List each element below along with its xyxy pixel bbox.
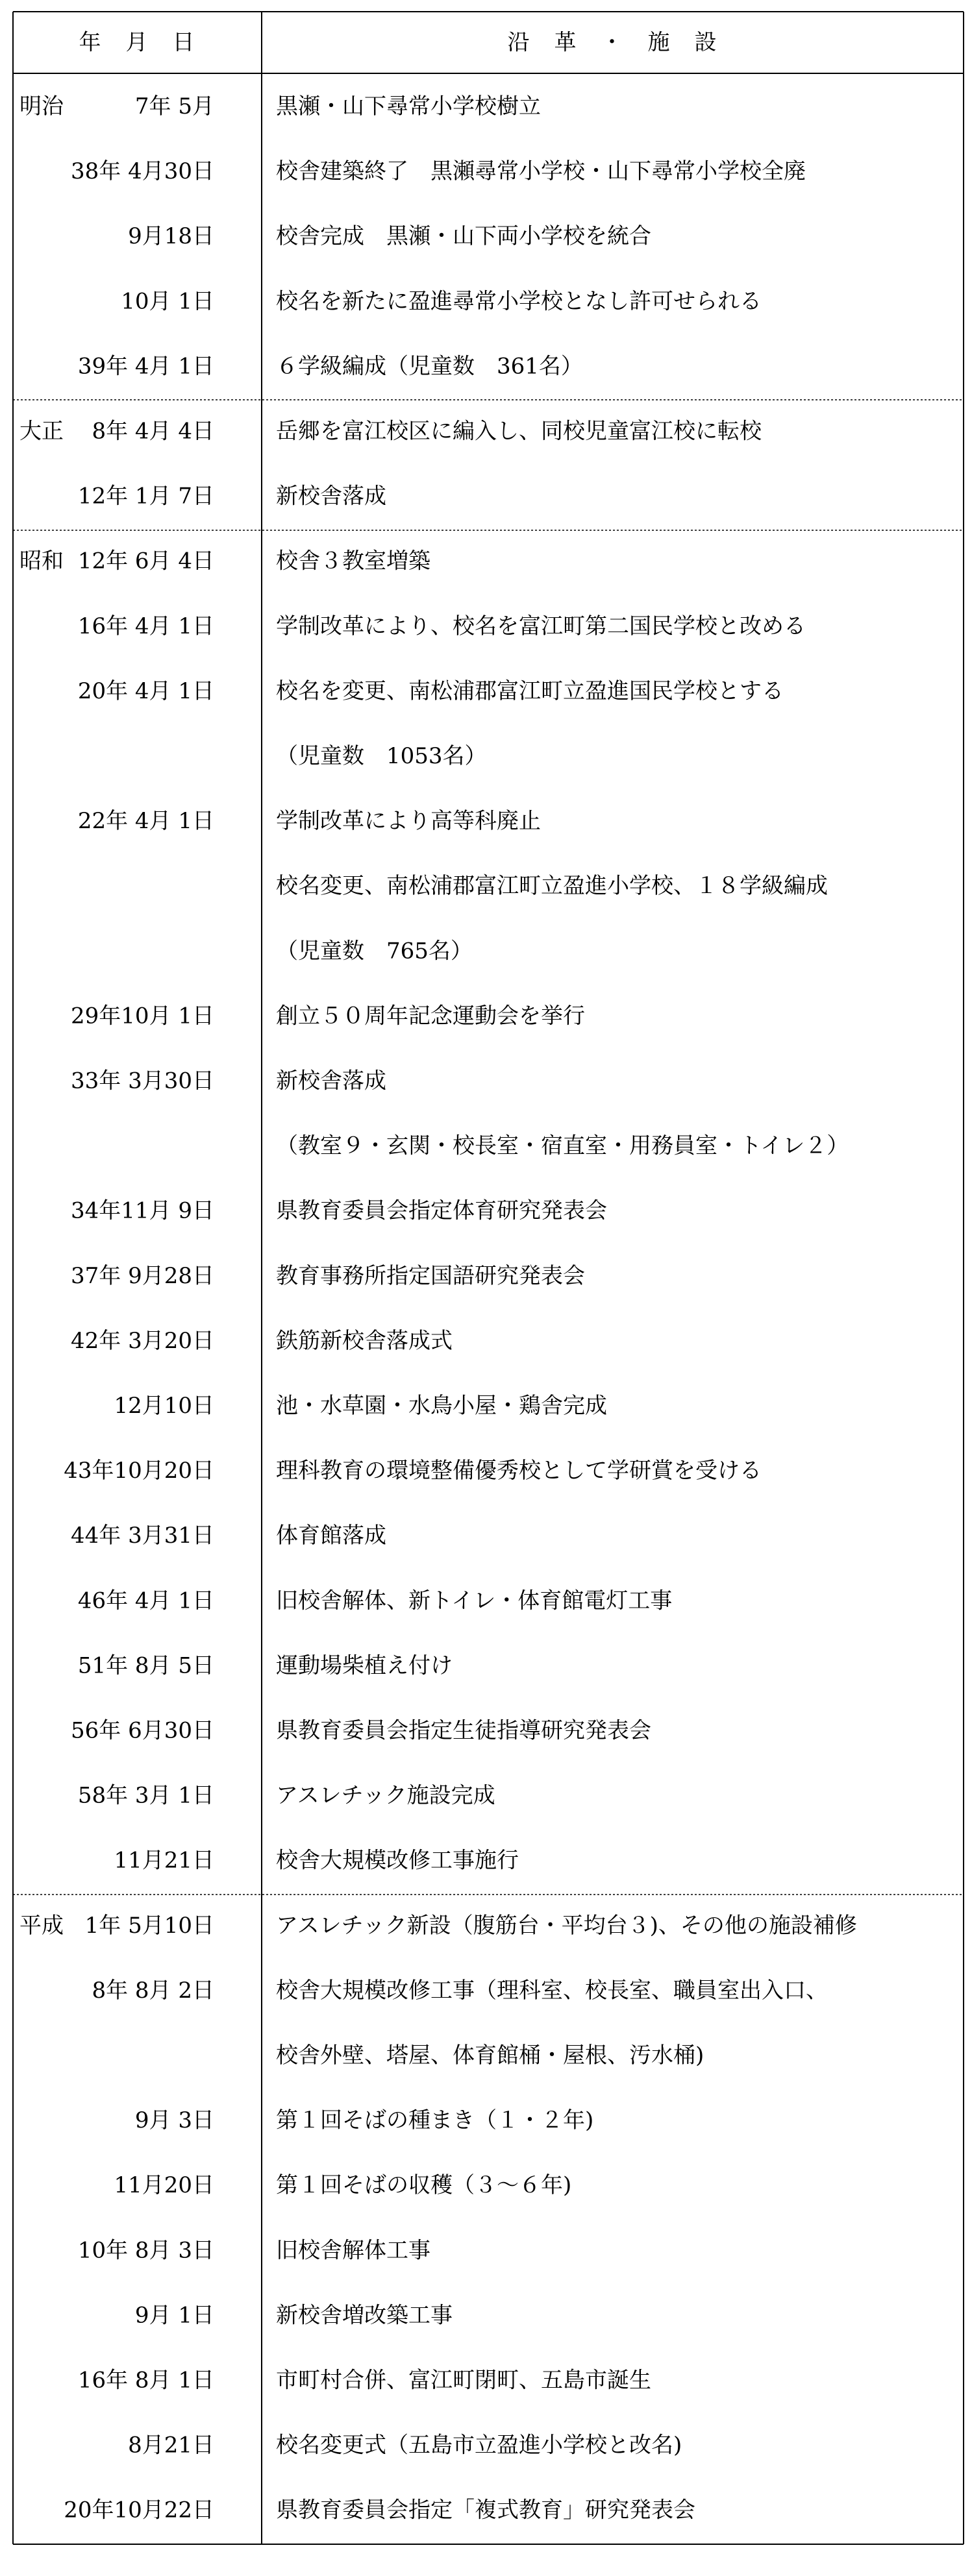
date-cell: 10年 8月 3日 <box>77 2237 214 2264</box>
event-cell: 校舎３教室増築 <box>276 548 430 574</box>
date-cell: 39年 4月 1日 <box>77 353 214 380</box>
header-event: 沿 革 ・ 施 設 <box>507 29 718 56</box>
date-cell: 11月21日 <box>114 1847 214 1874</box>
event-cell: 創立５０周年記念運動会を挙行 <box>276 1003 585 1029</box>
event-cell: 池・水草園・水鳥小屋・鶏舎完成 <box>276 1393 607 1419</box>
date-cell: 16年 4月 1日 <box>77 613 214 639</box>
event-cell: 校舎完成 黒瀬・山下両小学校を統合 <box>276 223 651 250</box>
date-cell: 51年 8月 5日 <box>77 1652 214 1679</box>
event-cell: 理科教育の環境整備優秀校として学研賞を受ける <box>276 1458 762 1484</box>
date-cell: 33年 3月30日 <box>71 1068 214 1094</box>
date-cell: 20年10月22日 <box>64 2497 214 2523</box>
event-cell: ６学級編成（児童数 361名） <box>276 353 583 380</box>
date-cell: 58年 3月 1日 <box>77 1782 214 1809</box>
event-cell: 県教育委員会指定生徒指導研究発表会 <box>276 1717 651 1744</box>
event-cell: 県教育委員会指定体育研究発表会 <box>276 1197 607 1224</box>
event-cell: 学制改革により、校名を富江町第二国民学校と改める <box>276 613 806 639</box>
event-cell: 県教育委員会指定「複式教育」研究発表会 <box>276 2497 695 2523</box>
event-cell: 校名変更式（五島市立盈進小学校と改名) <box>276 2432 682 2459</box>
event-cell: 旧校舎解体工事 <box>276 2237 430 2264</box>
header-date: 年 月 日 <box>79 29 196 56</box>
date-cell: 37年 9月28日 <box>71 1262 214 1289</box>
era-label: 平成 <box>19 1912 64 1939</box>
event-cell: 校名を新たに盈進尋常小学校となし許可せられる <box>276 288 762 315</box>
date-cell: 7年 5月 <box>134 93 214 119</box>
event-cell: 新校舎落成 <box>276 1068 386 1094</box>
date-cell: 16年 8月 1日 <box>77 2367 214 2394</box>
date-cell: 42年 3月20日 <box>71 1327 214 1354</box>
era-label: 大正 <box>19 418 64 445</box>
event-cell: 第１回そばの種まき（１・２年) <box>276 2107 594 2134</box>
event-cell: （児童数 765名） <box>276 938 473 964</box>
event-cell: 黒瀬・山下尋常小学校樹立 <box>276 93 541 119</box>
date-cell: 9月18日 <box>128 223 214 250</box>
date-cell: 56年 6月30日 <box>71 1717 214 1744</box>
event-cell: 校名変更、南松浦郡富江町立盈進小学校、１８学級編成 <box>276 873 828 900</box>
date-cell: 10月 1日 <box>121 288 214 315</box>
event-cell: 校舎大規模改修工事（理科室、校長室、職員室出入口、 <box>276 1977 828 2004</box>
date-cell: 11月20日 <box>114 2172 214 2199</box>
event-cell: 運動場柴植え付け <box>276 1652 453 1679</box>
event-cell: 鉄筋新校舎落成式 <box>276 1327 453 1354</box>
event-cell: 新校舎増改築工事 <box>276 2302 453 2329</box>
era-label: 明治 <box>19 93 64 119</box>
event-cell: 旧校舎解体、新トイレ・体育館電灯工事 <box>276 1588 673 1614</box>
date-cell: 9月 1日 <box>134 2302 214 2329</box>
event-cell: 学制改革により高等科廃止 <box>276 808 541 835</box>
date-cell: 38年 4月30日 <box>71 158 214 185</box>
date-cell: 20年 4月 1日 <box>77 678 214 704</box>
date-cell: 29年10月 1日 <box>71 1003 214 1029</box>
event-cell: 第１回そばの収穫（３～６年) <box>276 2172 572 2199</box>
event-cell: 校舎大規模改修工事施行 <box>276 1847 519 1874</box>
event-cell: 体育館落成 <box>276 1523 386 1549</box>
era-label: 昭和 <box>19 548 64 574</box>
event-cell: 岳郷を富江校区に編入し、同校児童富江校に転校 <box>276 418 762 445</box>
event-cell: 校舎建築終了 黒瀬尋常小学校・山下尋常小学校全廃 <box>276 158 806 185</box>
date-cell: 12年 1月 7日 <box>77 483 214 509</box>
date-cell: 43年10月20日 <box>64 1458 214 1484</box>
date-cell: 44年 3月31日 <box>71 1523 214 1549</box>
event-cell: 市町村合併、富江町閉町、五島市誕生 <box>276 2367 651 2394</box>
event-cell: 教育事務所指定国語研究発表会 <box>276 1262 585 1289</box>
date-cell: 8月21日 <box>128 2432 214 2459</box>
event-cell: 校名を変更、南松浦郡富江町立盈進国民学校とする <box>276 678 784 704</box>
date-cell: 8年 4月 4日 <box>92 418 214 445</box>
event-cell: アスレチック新設（腹筋台・平均台３)、その他の施設補修 <box>276 1912 857 1939</box>
table-body <box>19 93 857 2523</box>
event-cell: （児童数 1053名） <box>276 743 487 769</box>
event-cell: 校舎外壁、塔屋、体育館桶・屋根、汚水桶) <box>276 2042 704 2068</box>
date-cell: 12年 6月 4日 <box>77 548 214 574</box>
event-cell: 新校舎落成 <box>276 483 386 509</box>
date-cell: 22年 4月 1日 <box>77 808 214 835</box>
event-cell: アスレチック施設完成 <box>276 1782 495 1809</box>
date-cell: 8年 8月 2日 <box>92 1977 214 2004</box>
date-cell: 34年11月 9日 <box>71 1197 214 1224</box>
date-cell: 46年 4月 1日 <box>77 1588 214 1614</box>
date-cell: 12月10日 <box>114 1393 214 1419</box>
date-cell: 1年 5月10日 <box>84 1912 214 1939</box>
event-cell: （教室９・玄関・校長室・宿直室・用務員室・トイレ２） <box>276 1133 849 1159</box>
date-cell: 9月 3日 <box>134 2107 214 2134</box>
